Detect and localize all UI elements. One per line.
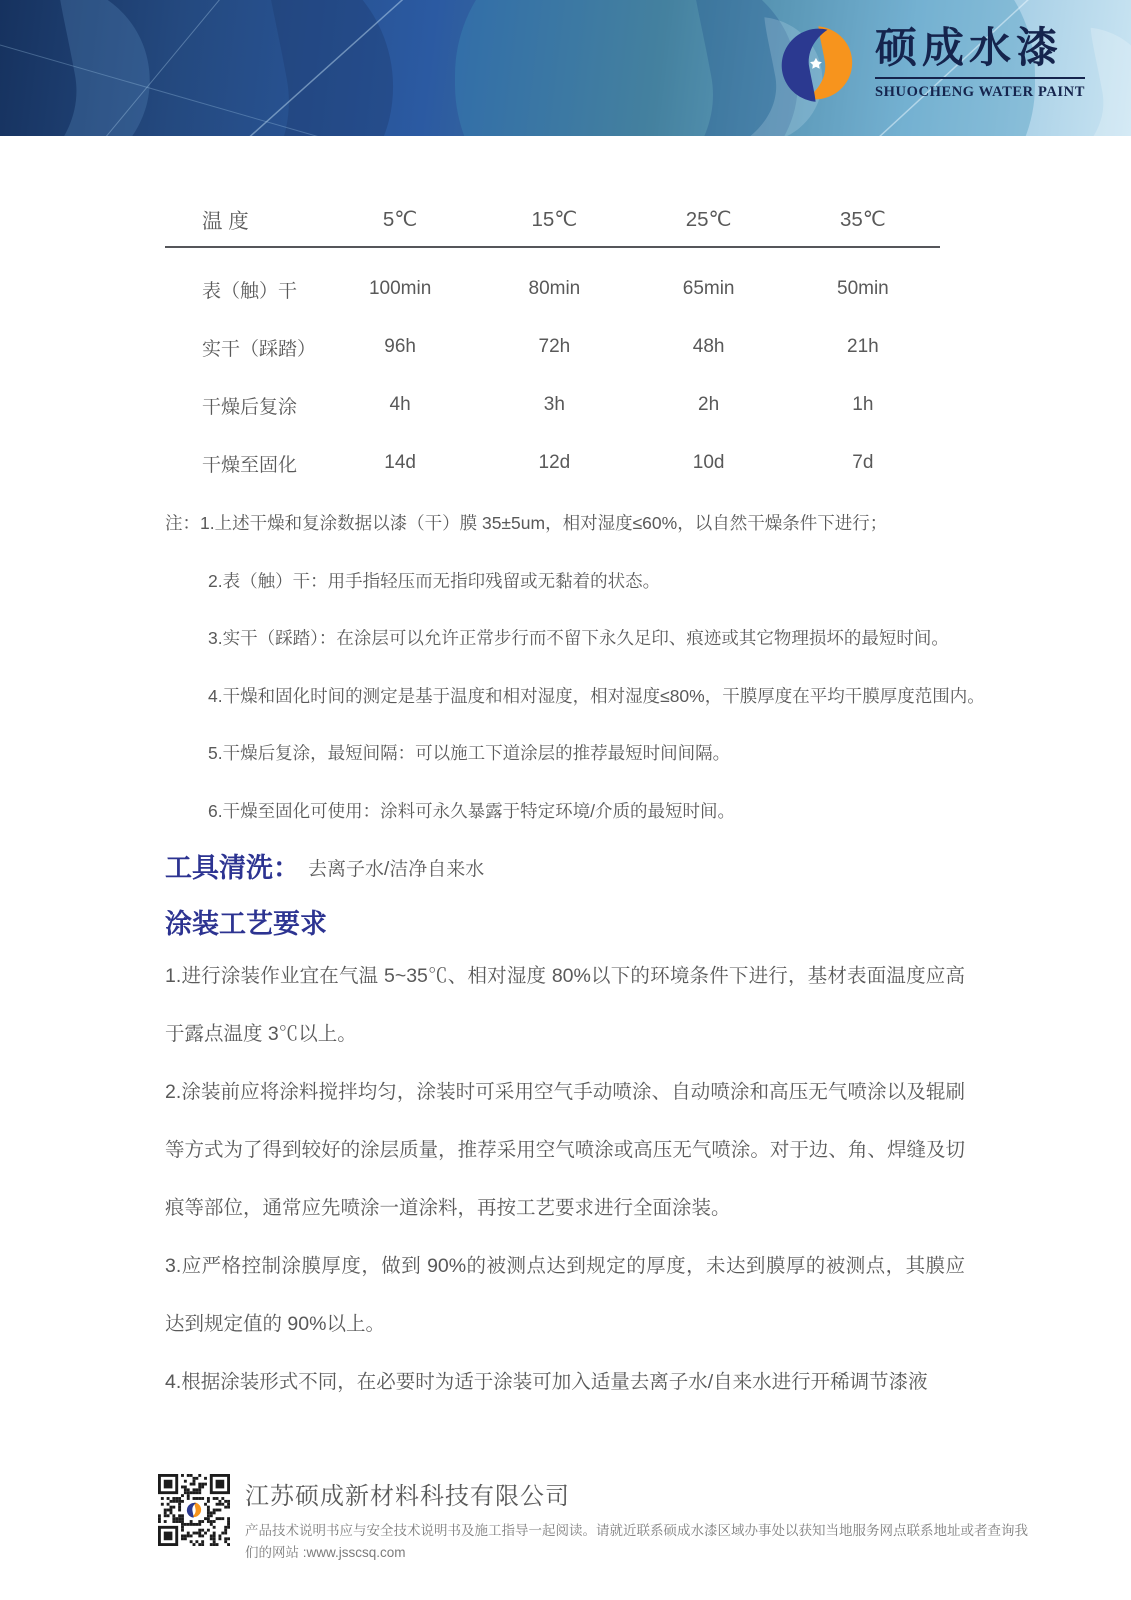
table-cell: 48h [692,336,725,357]
table-cell: 80min [528,278,581,299]
table-header-cell: 5℃ [382,207,418,231]
brand-divider [875,77,1085,79]
process-section [165,901,965,1411]
document-body [165,204,985,1411]
note-item [165,782,965,840]
table-header-cell: 温 度 [202,210,249,233]
brand-name-cn: 硕成水漆 [875,26,1064,73]
brand-logo-block [775,22,1085,106]
paragraph: 2.涂装前应将涂料搅拌均匀，涂装时可采用空气手动喷涂、自动喷涂和高压无气喷涂以及辊刷等方式为了得到较好的涂层质量，推荐采用空气喷涂或高压无气喷涂。对于边、角、焊缝及切痕等部位，通常应先喷涂一道涂料，再按工艺要求进行全面涂装。 [165,1081,965,1219]
table-body [165,260,940,492]
table-cell: 65min [682,278,735,299]
table-row [165,260,940,318]
brand-name-en: SHUOCHENG WATER PAINT [875,83,1085,100]
qr-code-icon [158,1474,230,1546]
row-label: 表（触）干 [202,280,298,302]
notes-list [165,494,985,839]
table-header-cell: 35℃ [839,207,886,231]
tool-cleaning-section [165,845,965,885]
page-footer [158,1474,1035,1563]
row-label: 实干（踩踏） [202,338,317,360]
table-header-cell: 15℃ [531,207,578,231]
process-paragraphs [165,947,965,1411]
note-text: 4.干燥和固化时间的测定是基于温度和相对湿度，相对湿度≤80%，干膜厚度在平均干膜厚度范围内。 [208,685,985,706]
table-cell: 3h [543,394,565,415]
table-cell: 72h [538,336,571,357]
note-item [165,494,965,552]
paragraph: 4.根据涂装形式不同，在必要时为适于涂装可加入适量去离子水/自来水进行开稀调节漆液 [165,1371,928,1393]
row-label: 干燥至固化 [202,454,298,476]
table-header-row [165,204,940,248]
paragraph: 1.进行涂装作业宜在气温 5~35℃、相对湿度 80%以下的环境条件下进行，基材表面温度应高于露点温度 3℃以上。 [165,965,965,1045]
note-text: 6.干燥至固化可使用：涂料可永久暴露于特定环境/介质的最短时间。 [208,800,735,821]
note-item [165,724,965,782]
note-text: 5.干燥后复涂，最短间隔：可以施工下道涂层的推荐最短时间间隔。 [208,743,731,764]
table-row [165,318,940,376]
company-name: 江苏硕成新材料科技有限公司 [245,1483,570,1510]
note-item [165,609,965,667]
process-section-title: 涂装工艺要求 [165,908,327,939]
table-cell: 100min [368,278,432,299]
row-label: 干燥后复涂 [202,396,298,418]
paragraph: 3.应严格控制涂膜厚度，做到 90%的被测点达到规定的厚度，未达到膜厚的被测点，其膜应达到规定值的 90%以上。 [165,1255,965,1335]
footer-note: 产品技术说明书应与安全技术说明书及施工指导一起阅读。请就近联系硕成水漆区域办事处以获知当地服务网点联系地址或者查询我们的网站 :www.jsscsq.com [245,1523,1028,1560]
table-row [165,434,940,492]
table-cell: 21h [847,336,879,357]
tool-cleaning-value: 去离子水/洁净自来水 [308,858,485,880]
table-header-cell: 25℃ [685,207,732,231]
table-cell: 1h [852,394,874,415]
header-banner [0,0,1131,136]
note-text: 3.实干（踩踏）：在涂层可以允许正常步行而不留下永久足印、痕迹或其它物理损坏的最短时间。 [208,628,949,649]
footer-text-block [245,1474,1035,1563]
note-prefix: 注： [165,513,200,534]
note-text: 2.表（触）干：用手指轻压而无指印残留或无黏着的状态。 [208,570,661,591]
table-cell: 50min [837,278,889,299]
table-cell: 7d [852,452,874,473]
table-cell: 2h [698,394,720,415]
tool-cleaning-title: 工具清洗： [165,852,300,883]
note-item [165,552,965,610]
drying-time-table [165,204,940,492]
table-cell: 4h [389,394,411,415]
table-cell: 14d [384,452,416,473]
swirl-s-logo-icon [775,22,859,106]
brand-text-block [875,27,1085,100]
table-row [165,376,940,434]
table-cell: 96h [384,336,416,357]
note-text: 1.上述干燥和复涂数据以漆（干）膜 35±5um，相对湿度≤60%，以自然干燥条件下进行； [200,513,888,534]
note-item [165,667,985,725]
table-cell: 10d [692,452,725,473]
table-cell: 12d [538,452,571,473]
